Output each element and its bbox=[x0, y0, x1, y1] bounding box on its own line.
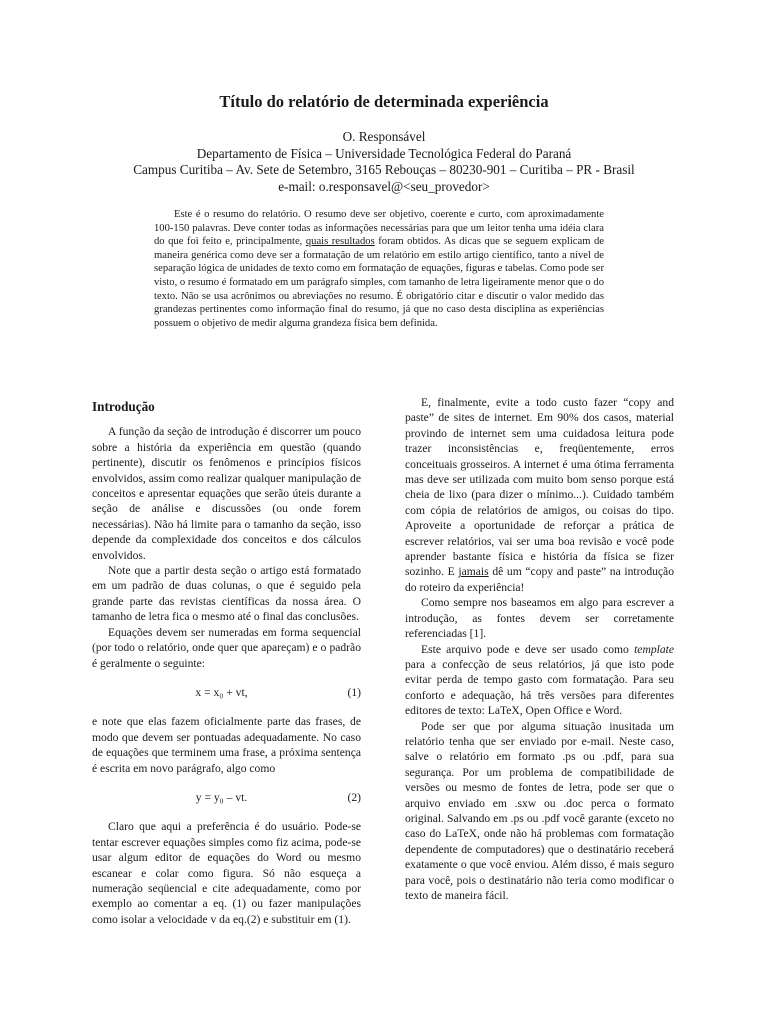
right-paragraph-2: Como sempre nos baseamos em algo para escrever a introdução, as fontes devem ser corretamente referenciadas [1]. bbox=[405, 596, 674, 641]
left-column bbox=[92, 395, 361, 927]
right-paragraph-4: Pode ser que por alguma situação inusitada um relatório tenha que ser enviado por e-mail. Neste caso, salve o relatório em formato .ps ou .pdf, para sua segurança. Por um problema de compatibilidade de versões ou mesmo de fontes de letra, pode ser que o arquivo enviado em .sxw ou .doc perca o formato original. Salvando em .ps ou .pdf você garante (exceto no caso do LaTeX, onde não há problemas com formatação dependente de computadores) que o destinatário receberá exatamente o que você enviou. Além disso, é mais seguro para você, pois o destinatário não teria como modificar o texto de maneira fácil. bbox=[405, 719, 674, 902]
equation-2-expression: y = y₀ – vt. bbox=[195, 790, 248, 804]
author-department: Departamento de Física – Universidade Tecnológica Federal do Paraná bbox=[196, 145, 572, 161]
intro-paragraph-2: Note que a partir desta seção o artigo está formatado em um padrão de duas colunas, o que é seguido pela grande parte das revistas científicas da nossa área. O tamanho de letra fica o mesmo até o final das conclusões. bbox=[92, 564, 361, 624]
abstract-text-1: Este é o resumo do relatório. O resumo deve ser objetivo, coerente e curto, com aproximadamente 100-150 palavras. Deve conter todas as informações necessárias para que um leitor tenha uma idéia clara do que foi feito e, principalmente, bbox=[154, 209, 604, 248]
intro-paragraph-1: A função da seção de introdução é discorrer um pouco sobre a história da experiência em questão (quando pertinente), discutir os fenômenos e princípios físicos envolvidos, assim como realizar qualquer manipulação de conceitos e apresentar equações que serão úteis durante a seção de análise e discussões (ou onde forem necessárias). Não há limite para o tamanho da seção, isso depende da complexidade dos conceitos e dos cálculos envolvidos. bbox=[92, 425, 361, 562]
equation-1-expression: x = x₀ + vt, bbox=[195, 685, 248, 699]
author-block bbox=[0, 129, 768, 195]
right-column bbox=[405, 395, 674, 903]
right-paragraph-1-text-b: dê um “copy and paste” na introdução do roteiro da experiência! bbox=[405, 565, 674, 594]
right-paragraph-3-text-b: para a confecção de seus relatórios, já que isto pode evitar perda de tempo gasto com formatação. Para seu conforto e adequação, há três versões para diferentes editores de texto: LaTeX, Open Office e Word. bbox=[405, 657, 674, 718]
equation-1 bbox=[92, 685, 361, 700]
abstract bbox=[154, 208, 604, 330]
equation-1-number: (1) bbox=[347, 685, 361, 699]
right-paragraph-3 bbox=[405, 642, 674, 719]
section-title-introducao: Introdução bbox=[92, 399, 155, 414]
author-email: e-mail: o.responsavel@<seu_provedor> bbox=[278, 178, 490, 194]
intro-paragraph-3: Equações devem ser numeradas em forma sequencial (por todo o relatório, onde quer que apareçam) e o padrão é geralmente o seguinte: bbox=[92, 625, 361, 670]
author-address: Campus Curitiba – Av. Sete de Setembro, 3165 Rebouças – 80230-901 – Curitiba – PR - Brasil bbox=[133, 162, 635, 177]
author-name: O. Responsável bbox=[342, 129, 426, 144]
right-paragraph-1 bbox=[405, 395, 674, 595]
abstract-text-2: foram obtidos. As dicas que se seguem explicam de maneira genérica como deve ser a formatação de um relatório em estilo artigo científico, tanto a nível de separação lógica de unidades de texto como em formatação de equações, figuras e tabelas. Como pode ser visto, o resumo é formatado em um parágrafo simples, com tamanho de letra ligeiramente menor que o do texto. Não se usa acrônimos ou abreviações no resumo. É obrigatório citar e discutir o valor medido das grandezas pertinentes como informação final do resumo, já que no caso desta disciplina as experiências possuem o objetivo de medir alguma grandeza física bem definida. bbox=[154, 236, 604, 329]
equation-2-number: (2) bbox=[347, 790, 361, 804]
right-paragraph-3-text-a: Este arquivo pode e deve ser usado como bbox=[421, 642, 635, 656]
equation-2 bbox=[92, 790, 361, 805]
intro-paragraph-4: e note que elas fazem oficialmente parte das frases, de modo que devem ser pontuadas adequadamente. No caso de equações que terminem uma frase, a próxima sentença é escrita em novo parágrafo, algo como bbox=[92, 715, 361, 775]
right-paragraph-1-underlined: jamais bbox=[458, 565, 489, 579]
abstract-underlined-text: quais resultados bbox=[305, 236, 375, 248]
right-paragraph-1-text-a: E, finalmente, evite a todo custo fazer “copy and paste” de sites de internet. Em 90% dos casos, material provindo de internet sem uma cuidadosa leitura pode trazer inconsistências e, freqüentemente, erros conceituais grosseiros. A internet é uma ótima ferramenta mas deve ser utilizada com muito bom senso porque está cheia de lixo (para dizer o mínimo...). Cuidado também com cópia de relatórios de amigos, ou coisas do tipo. Aproveite a oportunidade de reforçar a prática de escrever relatórios, vai ser uma boa revisão e você pode aprender bastante física e história da física se fizer sozinho. E bbox=[405, 396, 674, 579]
right-paragraph-3-italic: template bbox=[634, 642, 674, 656]
paper-title: Título do relatório de determinada experiência bbox=[219, 92, 549, 111]
intro-paragraph-5: Claro que aqui a preferência é do usuário. Pode-se tentar escrever equações simples como fiz acima, pode-se usar algum editor de equações do Word ou mesmo escanear e colar como figura. Só não esqueça a numeração seqüencial e cite adequadamente, como por exemplo ao comentar a eq. (1) ou fazer manipulações como isolar a velocidade v da eq.(2) e substituir em (1). bbox=[92, 820, 361, 926]
